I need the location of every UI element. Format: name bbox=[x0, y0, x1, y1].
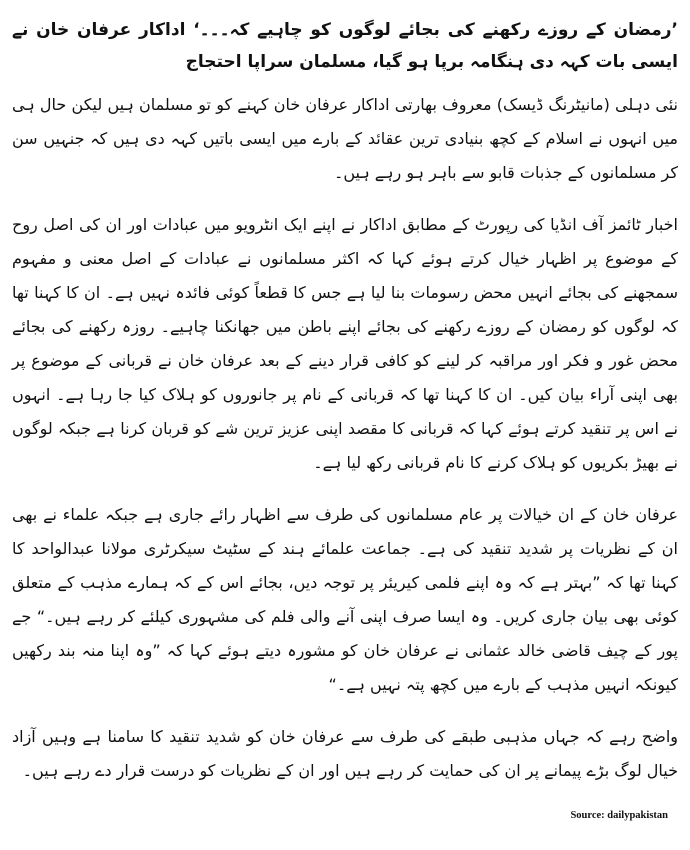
article-headline: ’رمضان کے روزے رکھنے کی بجائے لوگوں کو چاہیے کہ۔۔۔‘ اداکار عرفان خان نے ایسی بات کہہ دی ہنگامہ برپا ہو گیا، مسلمان سراپا احتجاج bbox=[12, 20, 678, 72]
article-body bbox=[12, 14, 678, 796]
paragraph-report: اخبار ٹائمز آف انڈیا کی رپورٹ کے مطابق اداکار نے اپنے ایک انٹرویو میں عبادات اور ان کی اصل روح کے موضوع پر اظہار خیال کرتے ہوئے کہا کہ اکثر مسلمانوں نے عبادات کے اصل معنی و مفہوم سمجھنے کی بجائے انہیں محض رسومات بنا لیا ہے جس کا قطعاً کوئی فائدہ نہیں ہے۔ ان کا کہنا تھا کہ لوگوں کو رمضان کے روزے رکھنے کی بجائے اپنے باطن میں جھانکنا چاہیے۔ روزہ رکھنے کی بجائے محض غور و فکر اور مراقبہ کر لینے کو کافی قرار دینے کے بعد عرفان خان نے قربانی کے موضوع پر بھی اپنی آراء بیان کیں۔ ان کا کہنا تھا کہ قربانی کے نام پر جانوروں کو ہلاک کیا جا رہا ہے۔ انہوں نے اس پر تنقید کرتے ہوئے کہا کہ قربانی کا مقصد اپنی عزیز ترین شے کو قربان کرنا ہے جبکہ لوگوں نے بھیڑ بکریوں کو ہلاک کرنے کا نام قربانی رکھ لیا ہے۔ bbox=[12, 215, 678, 472]
source-credit: Source: dailypakistan bbox=[570, 810, 668, 821]
paragraph-conclusion: واضح رہے کہ جہاں مذہبی طبقے کی طرف سے عرفان خان کو شدید تنقید کا سامنا ہے وہیں آزاد خیال لوگ بڑے پیمانے پر ان کی حمایت کر رہے ہیں اور ان کے نظریات کو درست قرار دے رہے ہیں۔ bbox=[12, 727, 678, 780]
paragraph-reactions: عرفان خان کے ان خیالات پر عام مسلمانوں کی طرف سے اظہار رائے جاری ہے جبکہ علماء نے بھی ان کے نظریات پر شدید تنقید کی ہے۔ جماعت علمائے ہند کے سٹیٹ سیکرٹری مولانا عبدالواحد کا کہنا تھا کہ ”بہتر ہے کہ وہ اپنے فلمی کیریئر پر توجہ دیں، بجائے اس کے کہ ہمارے مذہب کے متعلق کوئی بھی بیان جاری کریں۔ وہ ایسا صرف اپنی آنے والی فلم کی مشہوری کیلئے کر رہے ہیں۔“ جے پور کے چیف قاضی خالد عثمانی نے عرفان خان کو مشورہ دیتے ہوئے کہا کہ ”وہ اپنا منہ بند رکھیں کیونکہ انہیں مذہب کے بارے میں کچھ پتہ نہیں ہے۔“ bbox=[12, 505, 679, 694]
paragraph-intro: نئی دہلی (مانیٹرنگ ڈیسک) معروف بھارتی اداکار عرفان خان کہنے کو تو مسلمان ہیں لیکن حال ہی میں انہوں نے اسلام کے کچھ بنیادی ترین عقائد کے بارے میں ایسی باتیں کہہ دی ہیں کہ جنہیں سن کر مسلمانوں کے جذبات قابو سے باہر ہو رہے ہیں۔ bbox=[12, 95, 678, 182]
